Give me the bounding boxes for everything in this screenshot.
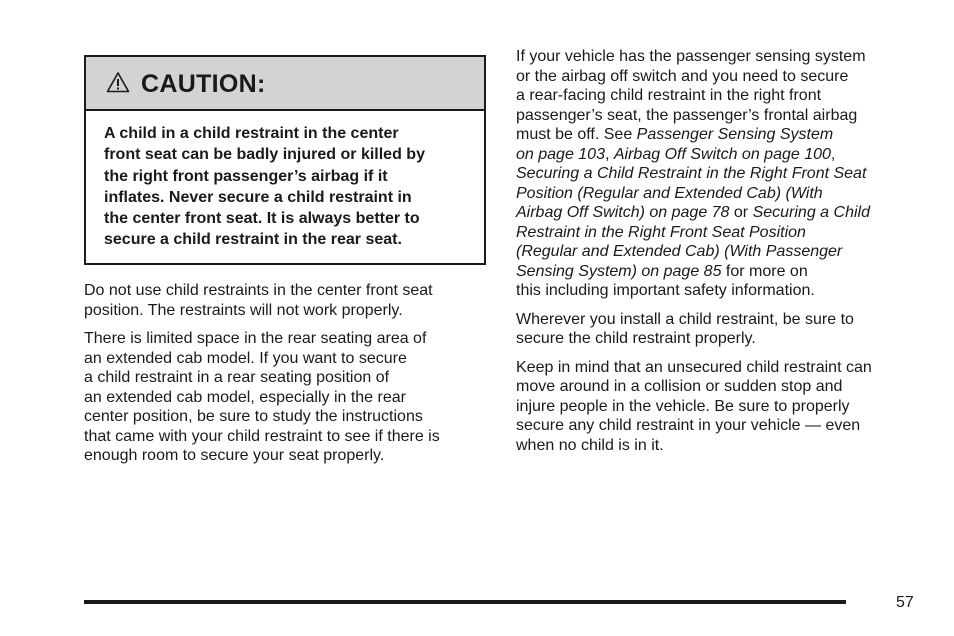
- cross-reference-link[interactable]: Securing a Child Restraint in the Right Front Seat: [516, 165, 867, 182]
- right-column: [516, 47, 926, 464]
- text-line: position. The restraints will not work properly.: [84, 301, 403, 319]
- warning-triangle-icon: [106, 71, 130, 93]
- text-line: that came with your child restraint to see if there is: [84, 427, 440, 445]
- text-line: secure any child restraint in your vehicle — even: [516, 417, 861, 434]
- paragraph-passenger-sensing: [516, 47, 926, 301]
- cross-reference-link[interactable]: Sensing System) on page 85: [516, 262, 722, 280]
- text-line: passenger’s seat, the passenger’s frontal airbag: [516, 106, 858, 124]
- text-line: Keep in mind that an unsecured child restraint can: [516, 358, 872, 376]
- caution-line: secure a child restraint in the rear seat.: [104, 231, 402, 249]
- caution-line: the right front passenger’s airbag if it: [104, 167, 388, 185]
- text-separator: ,: [604, 145, 614, 163]
- paragraph-extended-cab: [84, 329, 494, 466]
- caution-line: front seat can be badly injured or killed by: [104, 146, 425, 164]
- text-line: Wherever you install a child restraint, be sure to: [516, 310, 854, 328]
- caution-line: inflates. Never secure a child restraint in: [104, 188, 412, 206]
- text-line: Do not use child restraints in the center front seat: [84, 282, 433, 299]
- text-separator: or: [729, 204, 753, 221]
- text-line: must be off. See: [516, 126, 637, 143]
- footer-rule: [84, 600, 846, 604]
- cross-reference-link[interactable]: (Regular and Extended Cab) (With Passenger: [516, 243, 843, 260]
- paragraph-unsecured: [516, 358, 926, 456]
- cross-reference-link[interactable]: on page 103: [516, 145, 605, 163]
- text-line: this including important safety information.: [516, 282, 815, 299]
- text-line: center position, be sure to study the instructions: [84, 408, 423, 425]
- left-column: [84, 281, 494, 475]
- text-line: a child restraint in a rear seating position of: [84, 369, 390, 386]
- cross-reference-link[interactable]: Securing a Child: [752, 204, 870, 221]
- text-line: for more on: [721, 262, 808, 280]
- text-line: or the airbag off switch and you need to secure: [516, 67, 849, 85]
- text-line: enough room to secure your seat properly.: [84, 447, 385, 464]
- cross-reference-link[interactable]: Passenger Sensing System: [636, 126, 834, 143]
- cross-reference-link[interactable]: Airbag Off Switch) on page 78: [516, 204, 730, 221]
- text-line: an extended cab model. If you want to secure: [84, 349, 407, 367]
- text-line: There is limited space in the rear seating area of: [84, 330, 427, 347]
- caution-header: [86, 57, 484, 111]
- caution-line: A child in a child restraint in the center: [104, 125, 399, 142]
- text-line: an extended cab model, especially in the rear: [84, 388, 406, 406]
- cross-reference-link[interactable]: Airbag Off Switch on page 100: [613, 145, 831, 163]
- text-line: secure the child restraint properly.: [516, 330, 756, 347]
- cross-reference-link[interactable]: Restraint in the Right Front Seat Position: [516, 223, 806, 241]
- caution-text: [104, 123, 474, 251]
- paragraph-install: [516, 310, 926, 349]
- text-line: injure people in the vehicle. Be sure to properly: [516, 397, 850, 415]
- text-line: when no child is in it.: [516, 436, 664, 454]
- text-line: a rear-facing child restraint in the right front: [516, 87, 822, 104]
- text-line: If your vehicle has the passenger sensing system: [516, 48, 866, 65]
- paragraph-center-seat: [84, 281, 494, 320]
- caution-line: the center front seat. It is always better to: [104, 210, 420, 228]
- text-separator: ,: [830, 145, 836, 163]
- text-line: move around in a collision or sudden stop and: [516, 378, 843, 395]
- caution-box: [84, 55, 486, 265]
- caution-title: CAUTION:: [141, 70, 266, 98]
- cross-reference-link[interactable]: Position (Regular and Extended Cab) (With: [516, 184, 823, 202]
- page-number: 57: [896, 594, 914, 611]
